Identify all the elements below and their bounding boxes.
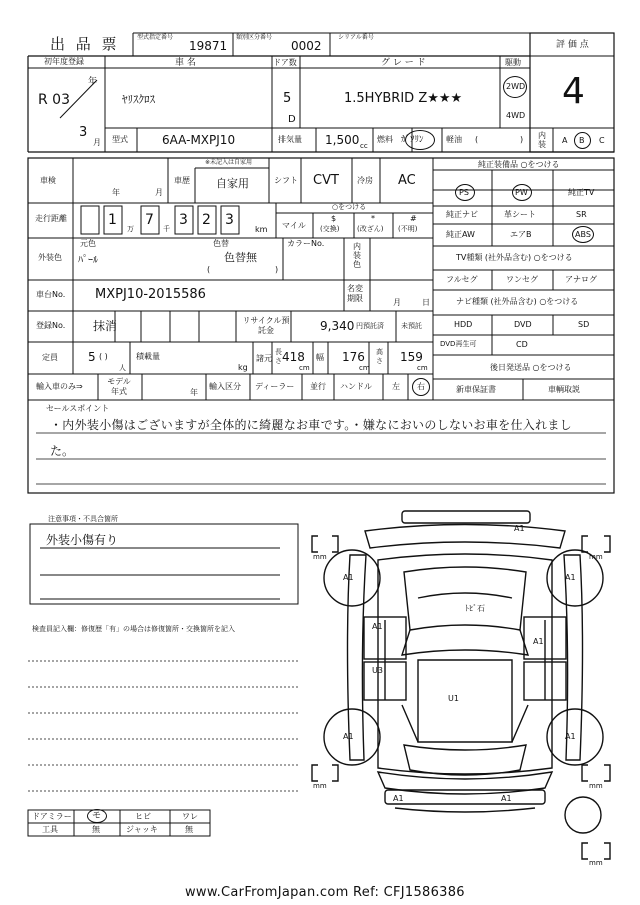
chassis-label: 車台No. bbox=[36, 290, 66, 299]
mm-unit: mm bbox=[313, 782, 327, 790]
year-unit: 年 bbox=[88, 77, 98, 87]
sr-item: SR bbox=[576, 210, 587, 219]
interior-b: B bbox=[579, 136, 585, 145]
meter-swap: $ bbox=[331, 214, 337, 223]
handle-left: 左 bbox=[392, 382, 400, 391]
caution-text: 外装小傷有り bbox=[46, 533, 119, 547]
leather-item: 革シート bbox=[504, 210, 536, 219]
inspection-label: 車検 bbox=[40, 176, 56, 185]
recycle-value: 9,340 bbox=[320, 319, 355, 333]
interior-c: C bbox=[599, 136, 605, 145]
recycle-label: リサイクル預託金 bbox=[242, 316, 290, 335]
mm-unit: mm bbox=[589, 782, 603, 790]
height-label: 高さ bbox=[376, 348, 383, 365]
era-year: R 03 bbox=[38, 92, 70, 108]
type-code-label: 型式指定番号 bbox=[137, 34, 174, 41]
history-value: 自家用 bbox=[216, 177, 249, 190]
length-cm: cm bbox=[299, 364, 310, 372]
damage-mark: A1 bbox=[393, 794, 404, 803]
tv-title: TV種類 (社外品含む) ○をつける bbox=[456, 253, 573, 262]
navi-title: ナビ種類 (社外品含む) ○をつける bbox=[456, 297, 579, 306]
periodic-day-unit: 日 bbox=[422, 298, 430, 307]
mileage-digit-1: 1 bbox=[108, 212, 117, 228]
damage-mark: A1 bbox=[343, 732, 354, 741]
shift-label: シフト bbox=[274, 176, 298, 185]
repaint-label: 色替 bbox=[213, 239, 229, 248]
warranty-item: 新車保証書 bbox=[456, 385, 496, 394]
load-kg: kg bbox=[238, 363, 248, 372]
caution-label: 注意事項・不具合箇所 bbox=[48, 515, 118, 523]
tool-value: 無 bbox=[92, 825, 100, 834]
recycle-done: 円預託済 bbox=[356, 322, 384, 330]
load-label: 積載量 bbox=[136, 352, 160, 361]
score-value: 4 bbox=[562, 71, 585, 112]
mile-label: マイル bbox=[282, 221, 306, 230]
mirror-circle bbox=[87, 809, 107, 823]
interior-label: 内装 bbox=[538, 131, 546, 149]
length-label: 長さ bbox=[275, 348, 282, 365]
meter-mark-note: ○をつける bbox=[332, 203, 367, 211]
mirror-value: モ bbox=[92, 811, 102, 821]
mirror-label: ドアミラー bbox=[32, 812, 72, 821]
periodic-month-unit: 月 bbox=[393, 298, 401, 307]
grade-value: 1.5HYBRID Z★★★ bbox=[344, 91, 463, 106]
doors-label: ドア数 bbox=[273, 58, 297, 67]
import-type-label: 輸入区分 bbox=[209, 382, 241, 391]
break-label: ワレ bbox=[182, 812, 198, 821]
width-value: 176 bbox=[342, 350, 365, 364]
model-year-unit: 年 bbox=[190, 388, 198, 397]
chassis-value: MXPJ10-2015586 bbox=[95, 287, 206, 302]
month-unit: 月 bbox=[93, 138, 101, 147]
navi-item: 純正ナビ bbox=[446, 210, 478, 219]
jack-value: 無 bbox=[185, 825, 193, 834]
dealer-option: ディーラー bbox=[255, 382, 295, 391]
abs-item: ABS bbox=[575, 230, 591, 239]
analog-item: アナログ bbox=[565, 275, 597, 284]
mileage-digit-4: 2 bbox=[202, 212, 211, 228]
damage-mark: A1 bbox=[565, 732, 576, 741]
meter-unknown: # bbox=[410, 214, 417, 223]
aw-item: 純正AW bbox=[446, 230, 475, 239]
sales-line-2: た。 bbox=[50, 444, 75, 458]
inspector-label: 検査員記入欄：修復歴「有」の場合は修復箇所・交換箇所を記入 bbox=[32, 625, 235, 633]
damage-mark: U3 bbox=[372, 666, 383, 675]
interior-a: A bbox=[562, 136, 568, 145]
mileage-sen-unit: 千 bbox=[163, 225, 170, 233]
periodic-label: 名変期限 bbox=[347, 284, 363, 303]
car-name: ﾔﾘｽｸﾛｽ bbox=[122, 93, 155, 106]
crack-label: ヒビ bbox=[135, 812, 151, 821]
ac-value: AC bbox=[398, 173, 416, 188]
mileage-digit-2: 7 bbox=[145, 212, 154, 228]
meter-unknown-label: (不明) bbox=[398, 225, 418, 233]
grade-label: グ レ ー ド bbox=[381, 58, 426, 68]
meter-tamper-label: (改ざん) bbox=[357, 225, 384, 233]
mileage-digit-3: 3 bbox=[179, 212, 188, 228]
cd-item: CD bbox=[516, 340, 528, 349]
oem-title: 純正装備品 ○をつける bbox=[478, 160, 560, 169]
mileage-label: 走行距離 bbox=[35, 214, 67, 223]
damage-mark: ﾄﾋﾞ石 bbox=[465, 604, 485, 613]
meter-tamper: * bbox=[371, 214, 375, 223]
length-value: 418 bbox=[282, 350, 305, 364]
orig-color-label: 元色 bbox=[80, 239, 96, 248]
import-label: 輸入車のみ⇒ bbox=[36, 382, 83, 391]
handle-right: 右 bbox=[417, 382, 425, 391]
width-label: 幅 bbox=[316, 353, 324, 362]
class-code-label: 類別区分番号 bbox=[236, 34, 273, 41]
int-color-label: 内装色 bbox=[353, 242, 361, 269]
damage-mark: A1 bbox=[565, 573, 576, 582]
displacement-value: 1,500 bbox=[325, 133, 360, 147]
mileage-digit-5: 3 bbox=[225, 212, 234, 228]
color-no-label: カラーNo. bbox=[287, 239, 325, 248]
model-label: 型式 bbox=[112, 135, 128, 144]
damage-mark: U1 bbox=[448, 694, 459, 703]
drive-4wd: 4WD bbox=[506, 111, 526, 120]
footer-ref: www.CarFromJapan.com Ref: CFJ1586386 bbox=[185, 885, 465, 900]
inspection-month-unit: 月 bbox=[155, 188, 163, 197]
type-code: 19871 bbox=[189, 39, 228, 53]
cc-unit: cc bbox=[360, 142, 368, 150]
fuel-label: 燃料 bbox=[377, 135, 393, 144]
capacity-label: 定員 bbox=[42, 353, 58, 362]
orig-color: ﾊﾟｰﾙ bbox=[78, 255, 98, 266]
height-value: 159 bbox=[400, 350, 423, 364]
color-label: 外装色 bbox=[38, 253, 62, 262]
sales-line-1: ・内外装小傷はございますが全体的に綺麗なお車です。・嫌なにおいのしないお車を仕入れまし bbox=[50, 418, 572, 432]
model-value: 6AA-MXPJ10 bbox=[162, 133, 236, 147]
diesel-paren: ( bbox=[475, 135, 479, 144]
width-cm: cm bbox=[359, 364, 370, 372]
inspection-year-unit: 年 bbox=[112, 188, 120, 197]
shift-value: CVT bbox=[313, 173, 339, 188]
handle-label: ハンドル bbox=[340, 382, 372, 391]
damage-mark: A1 bbox=[372, 622, 383, 631]
form-title: 出 品 票 bbox=[50, 35, 120, 53]
oneseg-item: ワンセグ bbox=[506, 275, 538, 284]
recycle-not: 未預託 bbox=[401, 322, 422, 330]
jack-label: ジャッキ bbox=[126, 825, 158, 834]
score-title: 評 価 点 bbox=[556, 40, 589, 50]
car-name-label: 車 名 bbox=[175, 58, 196, 68]
mm-unit: mm bbox=[589, 553, 603, 561]
damage-mark: A1 bbox=[514, 524, 525, 533]
drive-label: 駆動 bbox=[505, 58, 521, 67]
manual-item: 車輌取説 bbox=[548, 385, 580, 394]
dvd-item: DVD bbox=[514, 320, 532, 329]
capacity-paren: ( ) bbox=[99, 352, 108, 361]
km-unit: km bbox=[255, 225, 268, 234]
repaint-paren-open: ( bbox=[207, 265, 211, 274]
history-label: 車歴 bbox=[174, 176, 190, 185]
diesel-paren-close: ) bbox=[520, 135, 524, 144]
class-code: 0002 bbox=[291, 39, 322, 53]
capacity-value: 5 bbox=[88, 350, 96, 364]
repaint-value: 色替無 bbox=[224, 251, 257, 264]
airbag-item: エアB bbox=[510, 230, 532, 239]
doors-value: 5 bbox=[283, 91, 292, 106]
docs-title: 後日発送品 ○をつける bbox=[490, 363, 572, 372]
pw-item: PW bbox=[515, 188, 528, 197]
dims-label: 諸元 bbox=[256, 354, 272, 363]
ps-item: PS bbox=[459, 188, 469, 197]
mileage-man-unit: 万 bbox=[127, 225, 134, 233]
fuel-value: ｶﾞｿﾘﾝ bbox=[401, 135, 424, 145]
first-reg-label: 初年度登録 bbox=[44, 57, 84, 66]
fullseg-item: フルセグ bbox=[446, 275, 478, 284]
displacement-label: 排気量 bbox=[278, 135, 302, 144]
parallel-option: 並行 bbox=[310, 382, 326, 391]
capacity-unit: 人 bbox=[119, 364, 126, 372]
height-cm: cm bbox=[417, 364, 428, 372]
damage-mark: A1 bbox=[343, 573, 354, 582]
diesel-label: 軽油 bbox=[446, 135, 462, 144]
repaint-paren-close: ) bbox=[275, 265, 279, 274]
drive-2wd: 2WD bbox=[506, 82, 526, 91]
reg-no-label: 登録No. bbox=[36, 321, 66, 330]
tv-item: 純正TV bbox=[568, 188, 595, 197]
ac-label: 冷房 bbox=[357, 176, 373, 185]
meter-swap-label: (交換) bbox=[320, 225, 340, 233]
tool-label: 工具 bbox=[42, 825, 58, 834]
history-note: ※未記入は自家用 bbox=[205, 159, 253, 166]
reg-month: 3 bbox=[79, 125, 88, 140]
mm-unit: mm bbox=[313, 553, 327, 561]
serial-label: シリアル番号 bbox=[338, 34, 374, 41]
dvd-play-label: DVD再生可 bbox=[440, 340, 477, 348]
sales-label: セールスポイント bbox=[46, 404, 110, 413]
sd-item: SD bbox=[578, 320, 590, 329]
hdd-item: HDD bbox=[454, 320, 473, 329]
model-year-label: モデル年式 bbox=[107, 377, 131, 396]
reg-no-value: 抹消 bbox=[93, 319, 118, 333]
damage-mark: A1 bbox=[501, 794, 512, 803]
mm-unit: mm bbox=[589, 859, 603, 867]
door-type: D bbox=[288, 114, 296, 125]
damage-mark: A1 bbox=[533, 637, 544, 646]
